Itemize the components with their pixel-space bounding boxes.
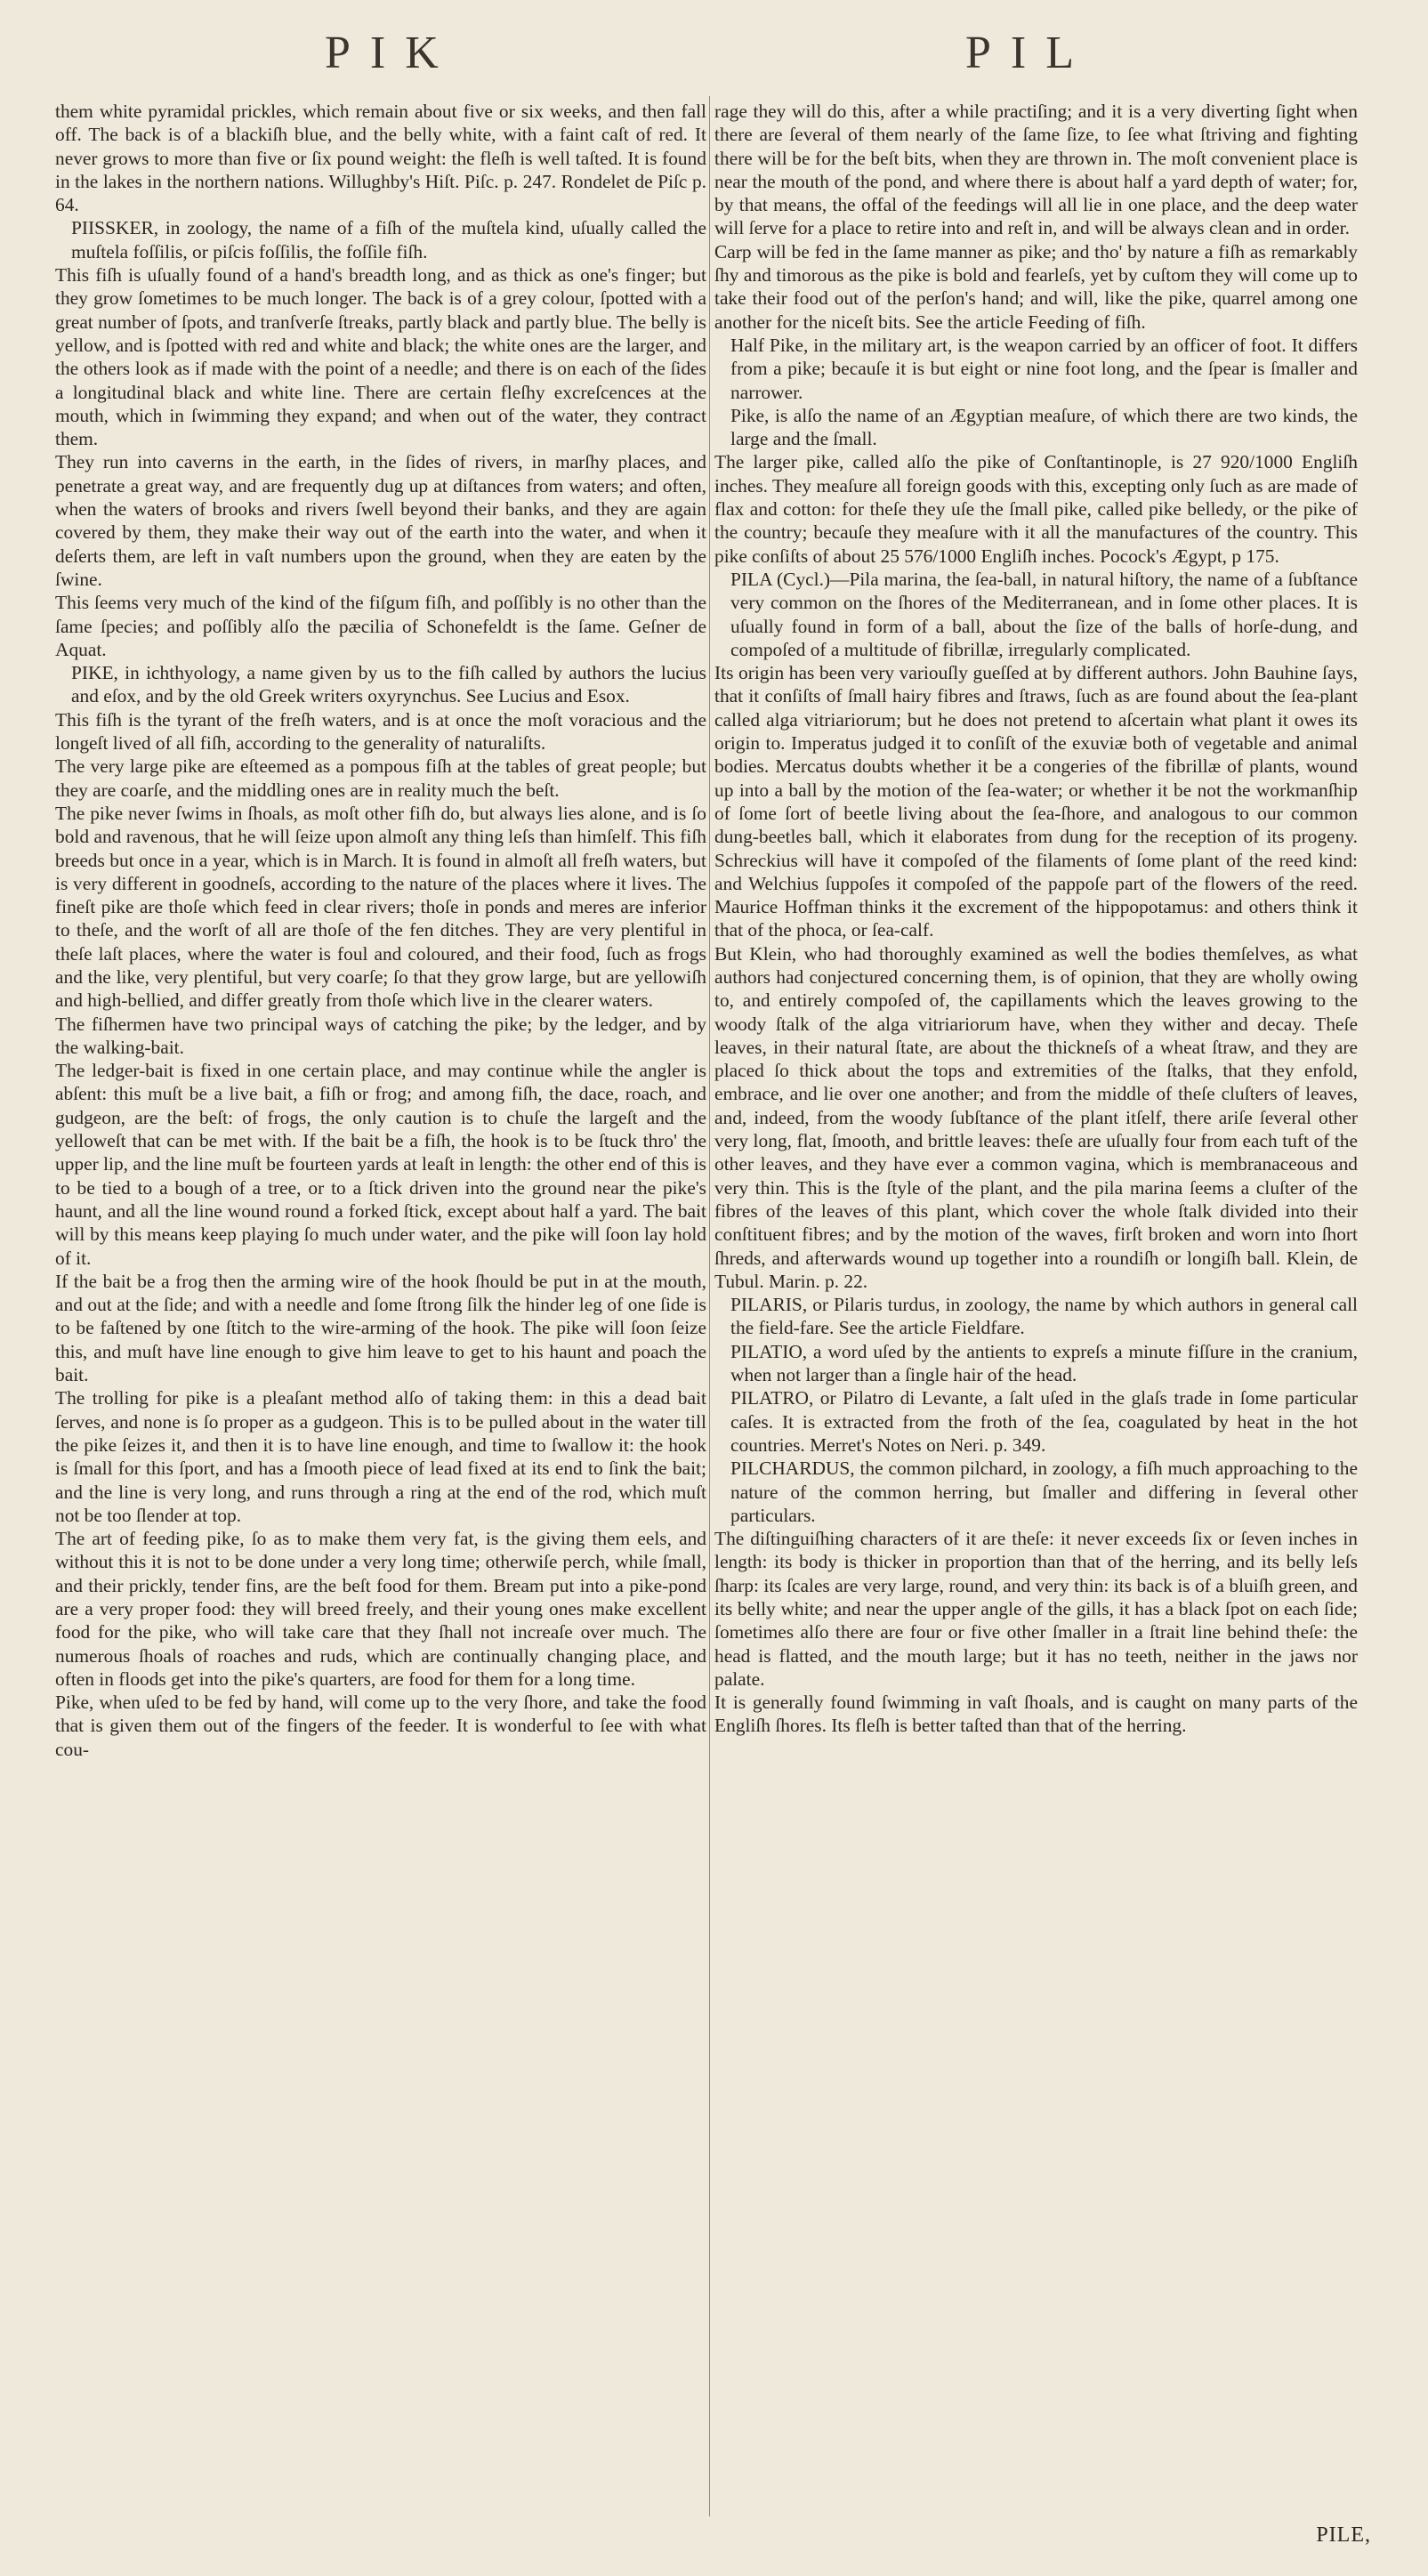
paragraph: rage they will do this, after a while practiſing; and it is a very diverting ſight when there are ſeveral of them nearly of the ſame ſize, to ſee what ſtriving and fighting there will be for the beſt bits, when they are thrown in. The moſt convenient place is near the mouth of the pond, and where there is about half a yard depth of water; for, by that means, the offal of the feedings will all lie in one place, and the deep water will ſerve for a place to retire into and reſt in, and will be always clean and in order. <box>714 101 1358 239</box>
paragraph: The larger pike, called alſo the pike of Conſtantinople, is 27 920/1000 Engliſh inches. They meaſure all foreign goods with this, excepting only ſuch as are made of flax and cotton: for theſe they uſe the ſmall pike, called pike belledy, or the pike of the country; becauſe they meaſure with it all the manufactures of the country. This pike conſiſts of about 25 576/1000 Engliſh inches. Pocock's Ægypt, p 175. <box>714 451 1358 567</box>
dictionary-entry: PIKE, in ichthyology, a name given by us to the fiſh called by authors the lucius and eſox, and by the old Greek writers oxyrynchus. See Lucius and Esox. <box>71 662 706 707</box>
paragraph: This ſeems very much of the kind of the fiſgum fiſh, and poſſibly is no other than the ſame ſpecies; and poſſibly alſo the pæcilia of Schonefeldt is the ſame. Geſner de Aquat. <box>55 592 706 660</box>
catchword: PILE, <box>1316 2524 1371 2547</box>
paragraph: Pike, when uſed to be fed by hand, will come up to the very ſhore, and take the food that is given them out of the fingers of the feeder. It is wonderful to ſee with what cou- <box>55 1692 706 1760</box>
paragraph: It is generally found ſwimming in vaſt ſhoals, and is caught on many parts of the Engliſh ſhores. Its fleſh is better taſted than that of the herring. <box>714 1692 1358 1737</box>
dictionary-entry: Half Pike, in the military art, is the weapon carried by an officer of foot. It differs from a pike; becauſe it is but eight or nine foot long, and the ſpear is ſmaller and narrower. <box>730 334 1358 403</box>
paragraph: This fiſh is the tyrant of the freſh waters, and is at once the moſt voracious and the longeſt lived of all fiſh, according to the generality of naturaliſts. <box>55 708 706 755</box>
paragraph: This fiſh is uſually found of a hand's breadth long, and as thick as one's finger; but they grow ſometimes to be much longer. The back is of a grey colour, ſpotted with a great number of ſpots, and tranſverſe ſtreaks, partly black and partly blue. The belly is yellow, and is ſpotted with red and white and black; the white ones are the larger, and the others look as if made with the point of a needle; and there is on each of the ſides a longitudinal black and white line. There are certain fleſhy excreſcences at the mouth, which in ſwimming they expand; and when out of the water, they contract them. <box>55 264 707 450</box>
dictionary-entry: PILCHARDUS, the common pilchard, in zoology, a fiſh much approaching to the nature of the common herring, but ſmaller and differing in ſeveral other particulars. <box>730 1458 1358 1526</box>
paragraph: The ledger-bait is fixed in one certain place, and may continue while the angler is abſent: this muſt be a live bait, a fiſh or frog; and among fiſh, the dace, roach, and gudgeon, are the beſt: of frogs, the only caution is to chuſe the largeſt and the yelloweſt that can be met with. If the bait be a fiſh, the hook is to be ſtuck thro' the upper lip, and the line muſt be fourteen yards at leaſt in length: the other end of this is to be tied to a bough of a tree, or to a ſtick driven into the ground near the pike's haunt, and all the line wound round a forked ſtick, except about half a yard. The bait will by this means keep playing ſo much under water, and the pike will ſoon lay hold of it. <box>55 1060 706 1269</box>
paragraph: Its origin has been very variouſly gueſſed at by different authors. John Bauhine ſays, that it conſiſts of ſmall hairy fibres and ſtraws, ſuch as are found about the ſea-plant called alga vitriariorum; but he does not pretend to aſcertain what plant it owes its origin to. Imperatus judged it to conſiſt of the exuviæ both of vegetable and animal bodies. Mercatus doubts whether it be a congeries of the fibrillæ of plants, wound up into a ball by the motion of the ſea-water; or whether it be not the workmanſhip of ſome ſort of beetle living about the ſea-ſhore, and analogous to our common dung-beetles ball, which it elaborates from dung for the reception of its progeny. Schreckius will have it compoſed of the filaments of ſome plant of the reed kind: and Welchius ſuppoſes it compoſed of the pappoſe part of the flowers of the reed. Maurice Hoffman thinks it the excrement of the hippopotamus: and others think it that of the phoca, or ſea-calf. <box>714 662 1358 941</box>
paragraph: The very large pike are eſteemed as a pompous fiſh at the tables of great people; but they are coarſe, and the middling ones are in reality much the beſt. <box>55 755 706 801</box>
running-head-right: PIL <box>965 28 1093 78</box>
paragraph: The pike never ſwims in ſhoals, as moſt other fiſh do, but always lies alone, and is ſo bold and ravenous, that he will ſeize upon almoſt any thing leſs than himſelf. This fiſh breeds but once in a year, which is in March. It is found in almoſt all freſh waters, but is very different in goodneſs, according to the nature of the places where it lives. The fineſt pike are thoſe which feed in clear rivers; thoſe in ponds and meres are inferior to theſe, and the worſt of all are thoſe of the fen ditches. They are very plentiful in theſe laſt places, where the water is foul and coloured, and their food, ſuch as frogs and the like, very plentiful, but very coarſe; ſo that they grow large, but are yellowiſh and high-bellied, and differ greatly from thoſe which live in the clearer waters. <box>55 802 706 1012</box>
dictionary-entry: PILATIO, a word uſed by the antients to expreſs a minute fiſſure in the cranium, when not larger than a ſingle hair of the head. <box>730 1340 1358 1386</box>
paragraph: They run into caverns in the earth, in the ſides of rivers, in marſhy places, and penetrate a great way, and are frequently dug up at diſtances from waters; and often, when the waters of brooks and rivers ſwell beyond their banks, and they are again covered by them, they make their way out of the earth into the water, and when it deſerts them, are left in vaſt numbers upon the ground, when they are eaten by the ſwine. <box>55 451 706 590</box>
column-divider <box>709 96 710 2516</box>
paragraph: If the bait be a frog then the arming wire of the hook ſhould be put in at the mouth, and out at the ſide; and with a needle and ſome ſtrong ſilk the hinder leg of one ſide is to be faſtened by one ſtitch to the wire-arming of the hook. The pike will ſoon ſeize this, and muſt have line enough to give him leave to get to his haunt and poach the bait. <box>55 1270 706 1386</box>
paragraph: The trolling for pike is a pleaſant method alſo of taking them: in this a dead bait ſerves, and none is ſo proper as a gudgeon. This is to be pulled about in the water till the pike ſeizes it, and then it is to have line enough, and time to ſwallow it: the hook is ſmall for this ſport, and has a ſmooth piece of lead fixed at its end to ſink the bait; and the line is very long, and runs through a ring at the end of the rod, which muſt not be too ſlender at top. <box>55 1387 706 1526</box>
dictionary-entry: PILA (Cycl.)—Pila marina, the ſea-ball, in natural hiſtory, the name of a ſubſtance very common on the ſhores of the Mediterranean, and in ſome other places. It is uſually found in form of a ball, about the ſize of the balls of horſe-dung, and compoſed of a multitude of fibrillæ, irregularly complicated. <box>730 568 1358 660</box>
dictionary-entry: Pike, is alſo the name of an Ægyptian meaſure, of which there are two kinds, the large and the ſmall. <box>730 404 1358 450</box>
paragraph: But Klein, who had thoroughly examined as well the bodies themſelves, as what authors had conjectured concerning them, is of opinion, that they are wholly owing to, and entirely compoſed of, the capillaments which the leaves growing to the woody ſtalk of the alga vitriariorum have, when they wither and decay. Theſe leaves, in their natural ſtate, are about the thickneſs of a wheat ſtraw, and they are placed ſo thick about the tops and extremities of the ſtalks, that they enfold, embrace, and lie over one another; and from the middle of theſe cluſters of leaves, and, indeed, from the woody ſubſtance of the plant itſelf, there ariſe ſeveral other very long, flat, ſmooth, and brittle leaves: theſe are uſually four from each tuft of the other leaves, and they have ever a common vagina, which is membranaceous and very thin. This is the ſtyle of the plant, and the pila marina ſeems a cluſter of the fibres of the leaves of this plant, which cover the whole ſtalk divided into their conſtituent fibres; and by the motion of the waves, firſt broken and worn into ſhort ſhreds, and afterwards wound up together into a roundiſh or longiſh ball. Klein, de Tubul. Marin. p. 22. <box>714 942 1358 1292</box>
right-column <box>714 100 1358 1738</box>
dictionary-entry: PIISSKER, in zoology, the name of a fiſh of the muſtela kind, uſually called the muſtela foſſilis, or piſcis foſſilis, the foſſile fiſh. <box>71 217 706 262</box>
paragraph: The diſtinguiſhing characters of it are theſe: it never exceeds ſix or ſeven inches in length: its body is thicker in proportion than that of the herring, and its belly leſs ſharp: its ſcales are very large, round, and very thin: its back is of a bluiſh green, and its belly white; and near the upper angle of the gills, it has a black ſpot on each ſide; ſometimes alſo there are four or five other ſmaller in a ſtrait line behind theſe: the head is flatted, and the mouth large; but it has no teeth, neither in the jaws nor palate. <box>714 1528 1358 1690</box>
paragraph: The fiſhermen have two principal ways of catching the pike; by the ledger, and by the walking-bait. <box>55 1013 706 1058</box>
paragraph: Carp will be fed in the ſame manner as pike; and tho' by nature a fiſh as remarkably ſhy and timorous as the pike is bold and fearleſs, yet by cuſtom they will come up to take their food out of the perſon's hand; and will, like the pike, quarrel among one another for the niceſt bits. See the article Feeding of fiſh. <box>714 240 1358 333</box>
dictionary-entry: PILATRO, or Pilatro di Levante, a ſalt uſed in the glaſs trade in ſome particular caſes. It is extracted from the froth of the ſea, coagulated by heat in the hot countries. Merret's Notes on Neri. p. 349. <box>730 1387 1358 1456</box>
paragraph: The art of feeding pike, ſo as to make them very fat, is the giving them eels, and without this it is not to be done under a very long time; otherwiſe perch, while ſmall, and their prickly, tender fins, are the beſt food for them. Bream put into a pike-pond are a very proper food: they will breed freely, and their young ones make excellent food for the pike, who will take care that they ſhall not increaſe over much. The numerous ſhoals of roaches and ruds, which are continually changing place, and often in floods get into the pike's quarters, are food for them for a long time. <box>55 1528 706 1690</box>
running-head-left: PIK <box>325 28 458 78</box>
paragraph: them white pyramidal prickles, which remain about five or six weeks, and then fall off. The back is of a blackiſh blue, and the belly white, with a faint caſt of red. It never grows to more than five or ſix pound weight: the fleſh is well taſted. It is found in the lakes in the northern nations. Willughby's Hiſt. Piſc. p. 247. Rondelet de Piſc p. 64. <box>55 101 706 216</box>
dictionary-entry: PILARIS, or Pilaris turdus, in zoology, the name by which authors in general call the field-fare. See the article Fieldfare. <box>730 1294 1358 1339</box>
left-column <box>55 100 706 1761</box>
